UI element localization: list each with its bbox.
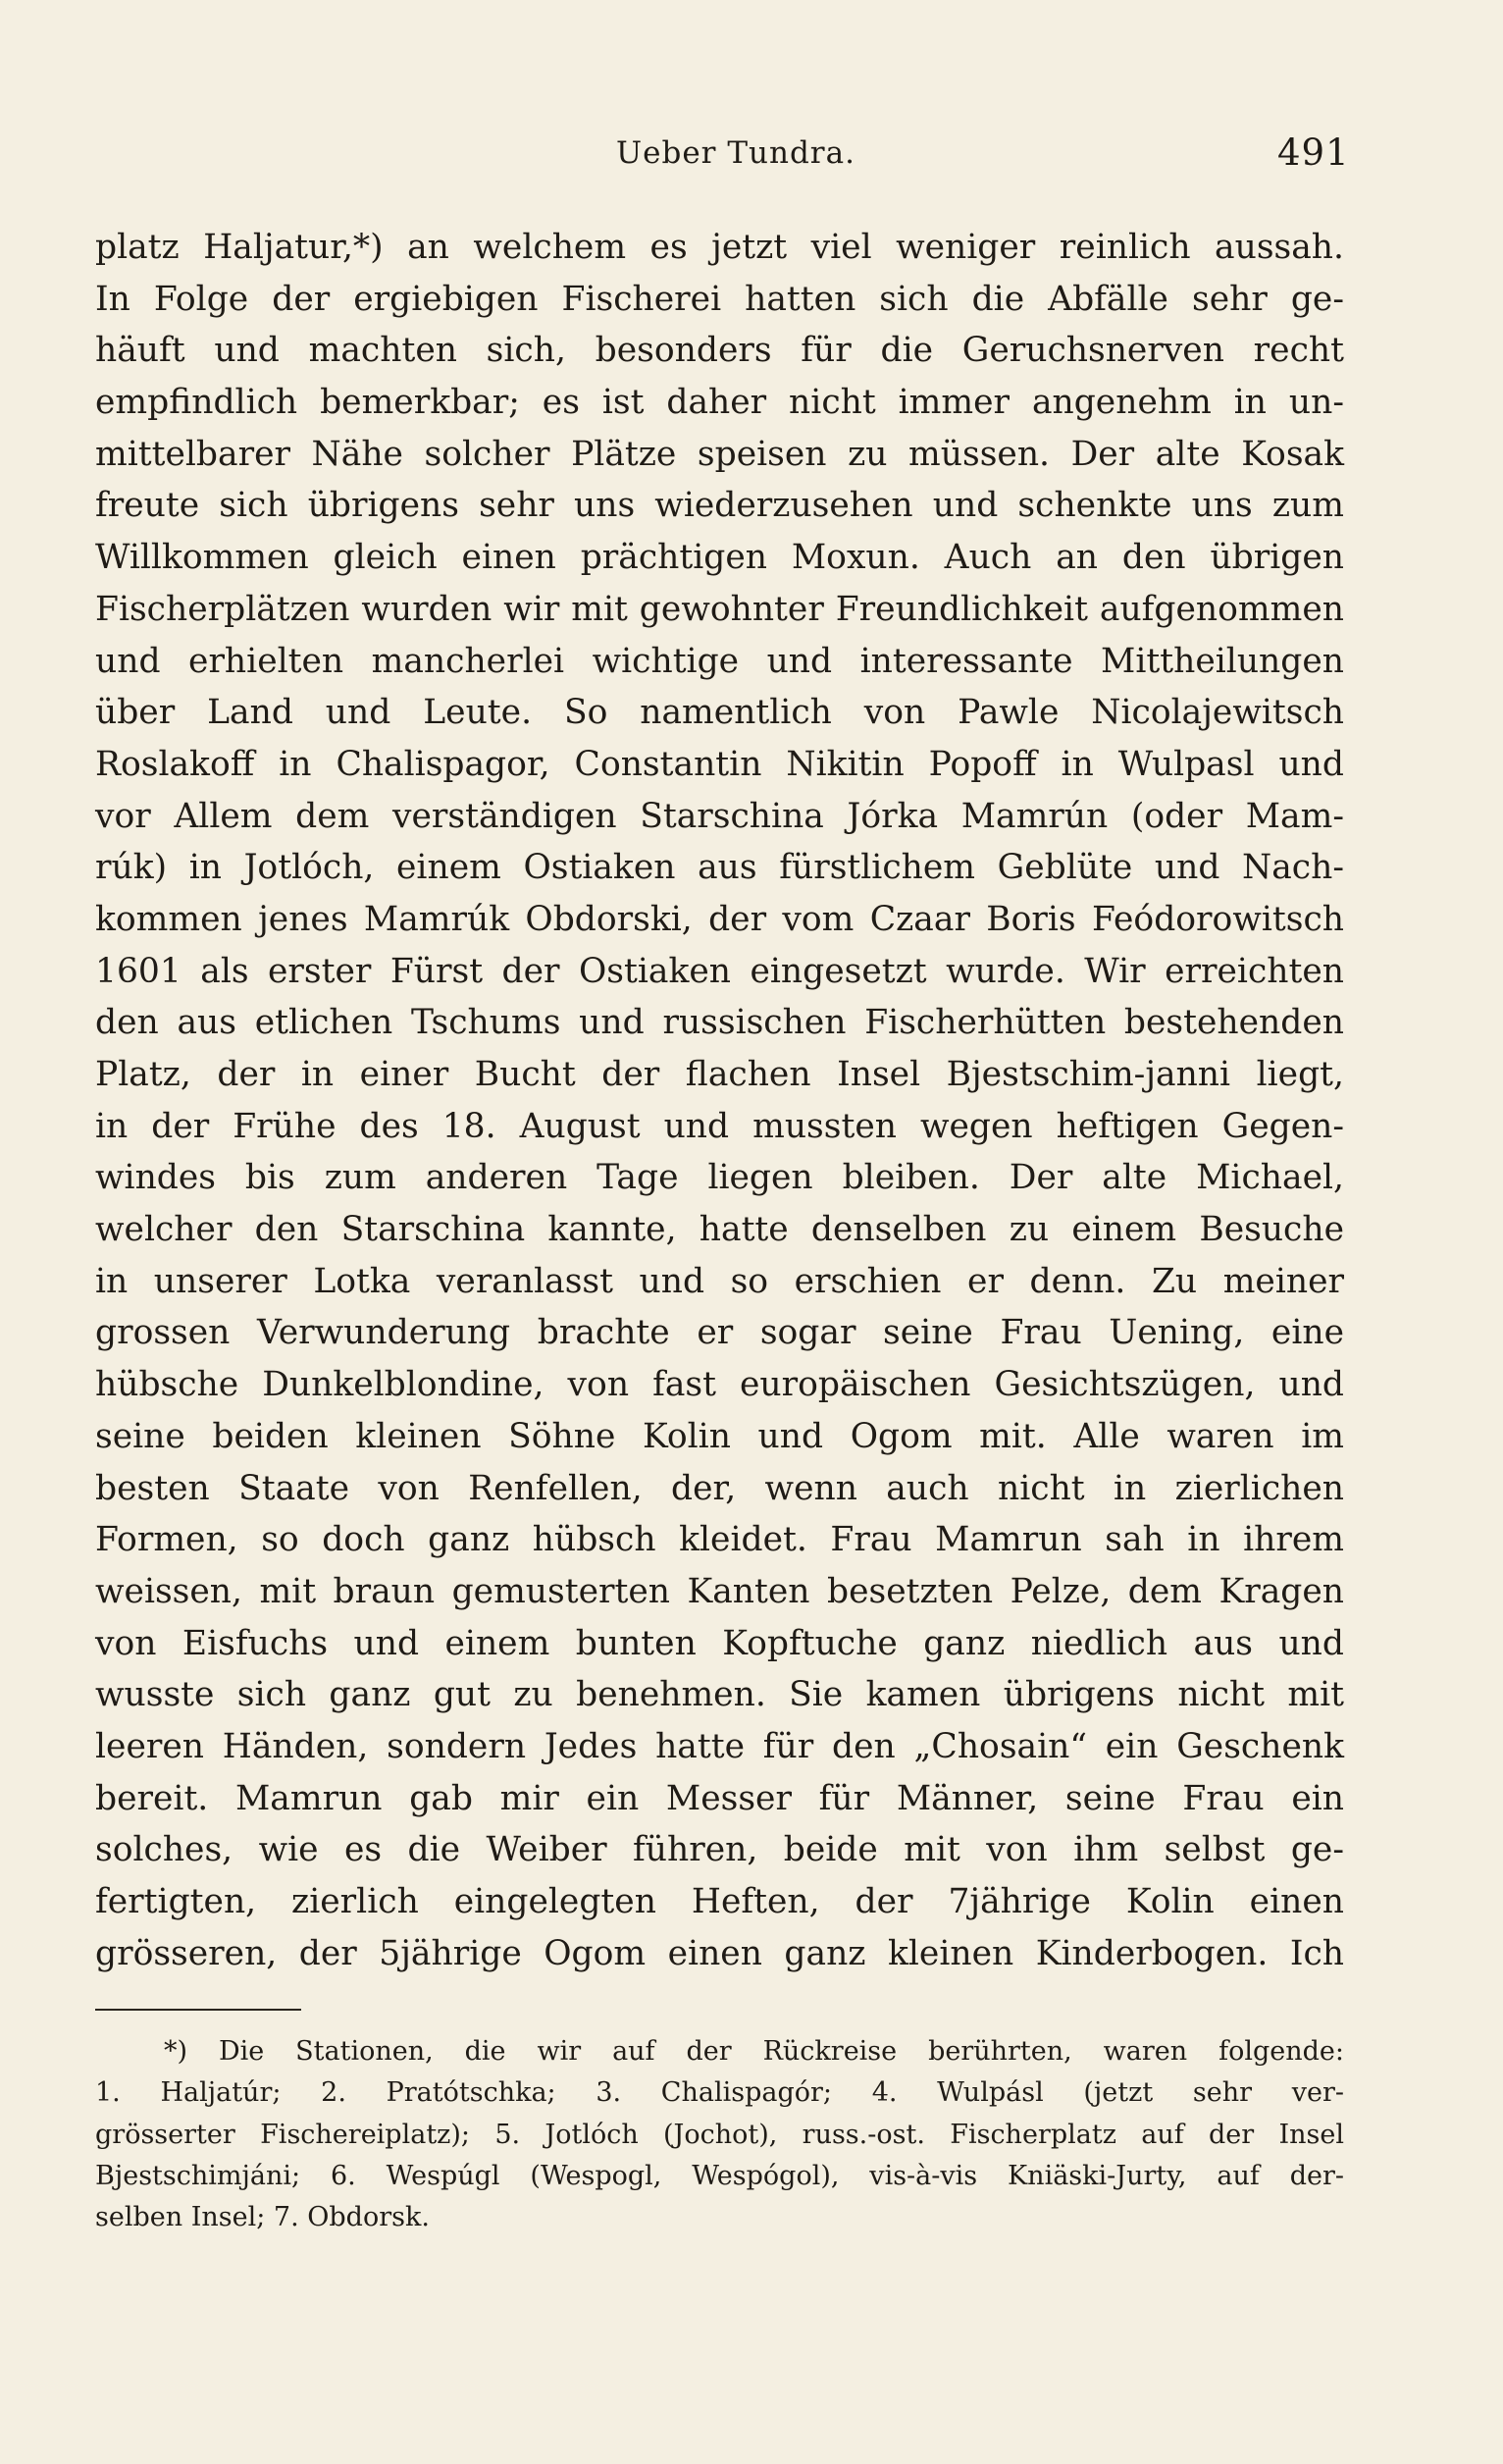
footnote-line: grösserter Fischereiplatz); 5. Jotlóch (Jochot), russ.-ost. Fischerplatz auf der Insel	[95, 2119, 1344, 2150]
text-line: über Land und Leute. So namentlich von Pawle Nicolajewitsch	[95, 693, 1344, 733]
text-line: welcher den Starschina kannte, hatte denselben zu einem Besuche	[95, 1210, 1344, 1250]
text-line: von Eisfuchs und einem bunten Kopftuche ganz niedlich aus und	[95, 1623, 1344, 1663]
text-line: und erhielten mancherlei wichtige und interessante Mittheilungen	[95, 641, 1344, 681]
footnote-line: 1. Haljatúr; 2. Pratótschka; 3. Chalispagór; 4. Wulpásl (jetzt sehr ver-	[95, 2077, 1344, 2109]
text-line: grösseren, der 5jährige Ogom einen ganz kleinen Kinderbogen. Ich	[95, 1933, 1344, 1973]
text-line: den aus etlichen Tschums und russischen Fischerhütten bestehenden	[95, 1003, 1344, 1043]
text-line: Fischerplätzen wurden wir mit gewohnter Freundlichkeit aufgenommen	[95, 589, 1344, 629]
text-line: freute sich übrigens sehr uns wiederzusehen und schenkte uns zum	[95, 486, 1344, 526]
text-line: besten Staate von Renfellen, der, wenn auch nicht in zierlichen	[95, 1468, 1344, 1508]
text-line: vor Allem dem verständigen Starschina Jórka Mamrún (oder Mam-	[95, 796, 1344, 836]
text-line: hübsche Dunkelblondine, von fast europäischen Gesichtszügen, und	[95, 1365, 1344, 1405]
text-line: kommen jenes Mamrúk Obdorski, der vom Czaar Boris Feódorowitsch	[95, 899, 1344, 939]
text-line: 1601 als erster Fürst der Ostiaken eingesetzt wurde. Wir erreichten	[95, 951, 1344, 991]
text-line: in unserer Lotka veranlasst und so erschien er denn. Zu meiner	[95, 1261, 1344, 1301]
text-line: fertigten, zierlich eingelegten Heften, der 7jährige Kolin einen	[95, 1882, 1344, 1921]
text-line: Formen, so doch ganz hübsch kleidet. Frau Mamrun sah in ihrem	[95, 1520, 1344, 1560]
running-title: Ueber Tundra.	[616, 135, 855, 171]
text-line: wusste sich ganz gut zu benehmen. Sie kamen übrigens nicht mit	[95, 1675, 1344, 1715]
footnote-line: Bjestschimjáni; 6. Wespúgl (Wespogl, Wespógol), vis-à-vis Kniäski-Jurty, auf der-	[95, 2160, 1344, 2191]
text-line: in der Frühe des 18. August und mussten wegen heftigen Gegen-	[95, 1106, 1344, 1146]
text-line: Roslakoff in Chalispagor, Constantin Nikitin Popoff in Wulpasl und	[95, 744, 1344, 784]
text-line: platz Haljatur,*) an welchem es jetzt viel weniger reinlich aussah.	[95, 228, 1344, 267]
text-line: leeren Händen, sondern Jedes hatte für den „Chosain“ ein Geschenk	[95, 1726, 1344, 1766]
text-line: seine beiden kleinen Söhne Kolin und Ogom mit. Alle waren im	[95, 1416, 1344, 1456]
text-line: empfindlich bemerkbar; es ist daher nicht immer angenehm in un-	[95, 383, 1344, 423]
footnote-divider	[95, 2009, 301, 2011]
text-line: weissen, mit braun gemusterten Kanten besetzten Pelze, dem Kragen	[95, 1571, 1344, 1611]
page-header	[0, 131, 1503, 184]
text-line: mittelbarer Nähe solcher Plätze speisen zu müssen. Der alte Kosak	[95, 434, 1344, 474]
text-line: Platz, der in einer Bucht der flachen Insel Bjestschim-janni liegt,	[95, 1055, 1344, 1094]
text-line: grossen Verwunderung brachte er sogar seine Frau Uening, eine	[95, 1313, 1344, 1353]
page-number: 491	[1277, 131, 1350, 174]
footnote-line: *) Die Stationen, die wir auf der Rückreise berührten, waren folgende:	[164, 2036, 1344, 2067]
text-line: solches, wie es die Weiber führen, beide mit von ihm selbst ge-	[95, 1830, 1344, 1870]
text-line: windes bis zum anderen Tage liegen bleiben. Der alte Michael,	[95, 1158, 1344, 1198]
text-line: Willkommen gleich einen prächtigen Moxun. Auch an den übrigen	[95, 538, 1344, 578]
main-text	[95, 222, 1344, 1979]
text-line: In Folge der ergiebigen Fischerei hatten sich die Abfälle sehr ge-	[95, 279, 1344, 319]
footnote	[95, 2031, 1344, 2238]
text-line: bereit. Mamrun gab mir ein Messer für Männer, seine Frau ein	[95, 1778, 1344, 1818]
text-line: häuft und machten sich, besonders für die Geruchsnerven recht	[95, 331, 1344, 371]
footnote-line: selben Insel; 7. Obdorsk.	[95, 2202, 430, 2233]
text-line: rúk) in Jotlóch, einem Ostiaken aus fürstlichem Geblüte und Nach-	[95, 848, 1344, 888]
